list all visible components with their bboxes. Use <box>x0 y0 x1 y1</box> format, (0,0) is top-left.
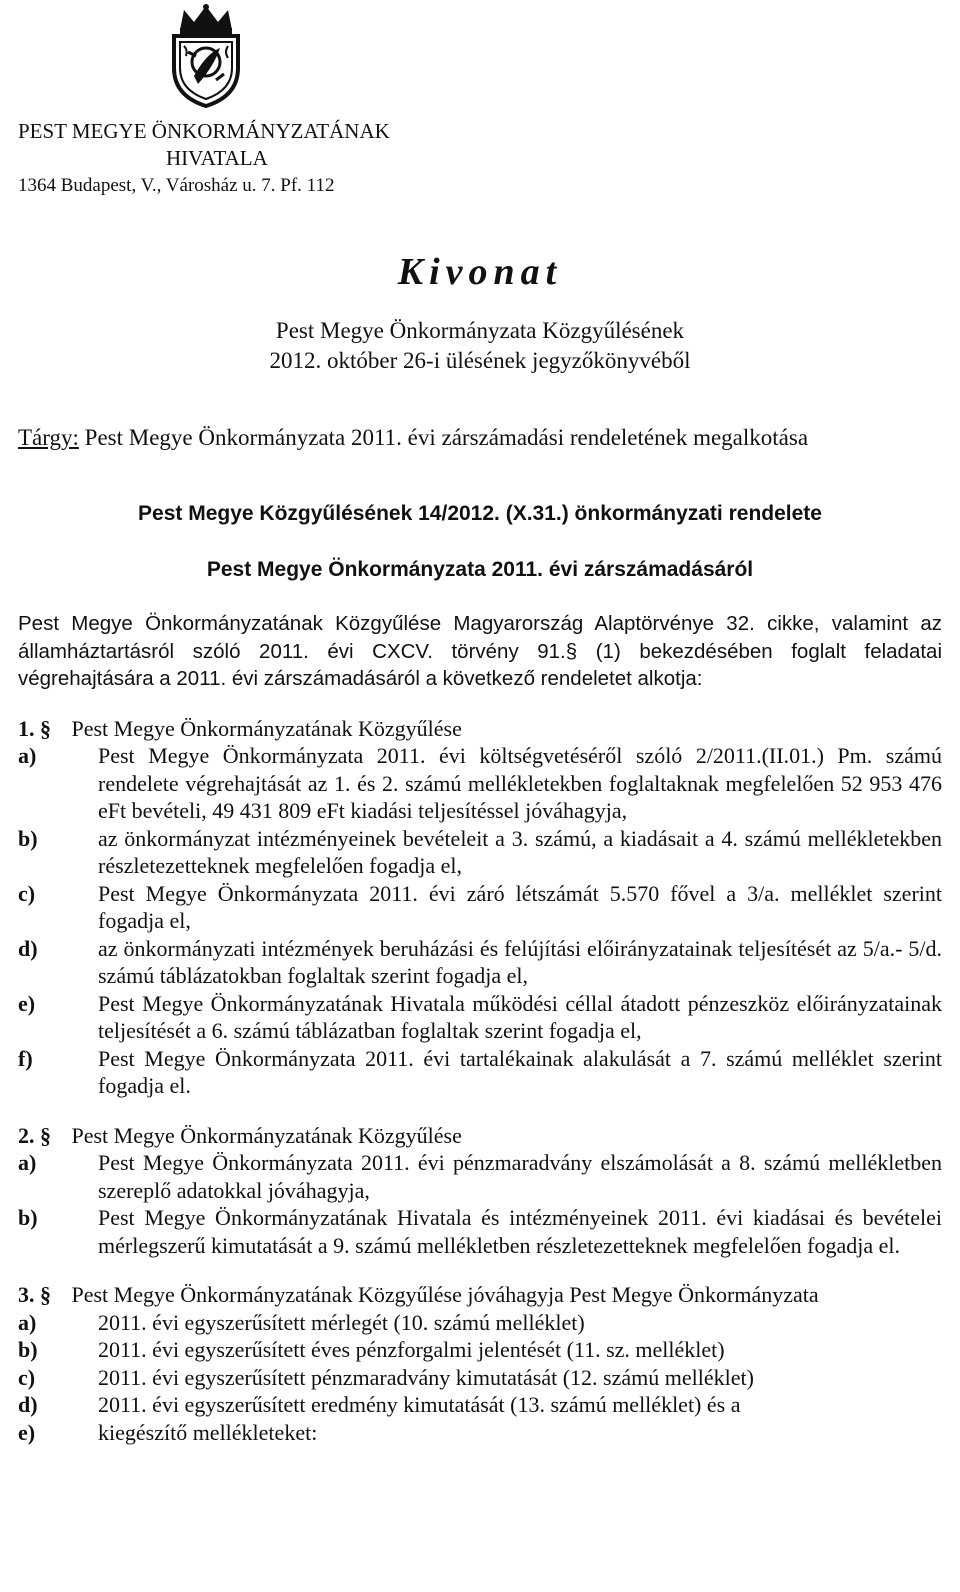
regulation-subtitle: Pest Megye Önkormányzata 2011. évi zárszámadásáról <box>206 558 754 581</box>
subject-label: Tárgy: <box>18 425 79 450</box>
section-heading-text: Pest Megye Önkormányzatának Közgyűlése <box>71 715 462 741</box>
subject-text: Pest Megye Önkormányzata 2011. évi zárszámadási rendeletének megalkotása <box>78 425 809 450</box>
coat-of-arms-icon <box>158 4 254 108</box>
item-label: b) <box>18 1337 38 1362</box>
list-item <box>18 1309 942 1337</box>
section-heading <box>18 1122 942 1150</box>
item-text: Pest Megye Önkormányzata 2011. évi záró létszámát 5.570 fővel a 3/a. melléklet szerint fogadja el, <box>98 880 942 933</box>
subtitle-line-1: Pest Megye Önkormányzata Közgyűlésének <box>275 318 685 343</box>
list-item <box>18 1391 942 1419</box>
list-item <box>18 880 942 935</box>
section-number: 2. § <box>18 1122 51 1148</box>
list-item <box>18 1045 942 1100</box>
section-2 <box>18 1122 942 1260</box>
section-heading-text: Pest Megye Önkormányzatának Közgyűlése <box>71 1122 462 1148</box>
item-text: 2011. évi egyszerűsített éves pénzforgalmi jelentését (11. sz. melléklet) <box>98 1337 725 1362</box>
list-item <box>18 1364 942 1392</box>
item-label: c) <box>18 1364 36 1390</box>
item-label: d) <box>18 935 38 961</box>
item-text: 2011. évi egyszerűsített pénzmaradvány kimutatását (12. számú melléklet) <box>98 1364 754 1390</box>
item-label: c) <box>18 880 36 906</box>
item-text: Pest Megye Önkormányzata 2011. évi pénzmaradvány elszámolását a 8. számú mellékletben szereplő adatokkal jóváhagyja, <box>98 1150 942 1203</box>
item-text: Pest Megye Önkormányzatának Hivatala működési céllal átadott pénzeszköz előirányzatainak teljesítését a 6. számú táblázatban foglaltak szerint fogadja el, <box>98 990 942 1043</box>
preamble: Pest Megye Önkormányzatának Közgyűlése Magyarország Alaptörvénye 32. cikke, valamint az államháztartásról szóló 2011. évi CXCV. törvény 91.§ (1) bekezdésében foglalt feladatai végrehajtására a 2011. évi zárszámadásáról a következő rendeletet alkotja: <box>18 612 942 690</box>
regulation-title: Pest Megye Közgyűlésének 14/2012. (X.31.) önkormányzati rendelete <box>138 502 822 525</box>
subtitle-line-2: 2012. október 26-i ülésének jegyzőkönyvéből <box>269 348 691 373</box>
issuer-address: 1364 Budapest, V., Városház u. 7. Pf. 112 <box>18 175 335 196</box>
section-3 <box>18 1281 942 1446</box>
section-heading-text: Pest Megye Önkormányzatának Közgyűlése jóváhagyja Pest Megye Önkormányzata <box>71 1282 819 1307</box>
issuer-name: PEST MEGYE ÖNKORMÁNYZATÁNAK <box>18 119 390 143</box>
section-heading <box>18 715 942 743</box>
item-label: b) <box>18 825 38 851</box>
item-label: e) <box>18 1419 36 1445</box>
item-label: f) <box>18 1045 33 1071</box>
list-item <box>18 990 942 1045</box>
issuer-header <box>18 118 438 199</box>
item-label: a) <box>18 1150 37 1175</box>
document-body <box>18 610 942 1446</box>
list-item <box>18 1149 942 1204</box>
list-item <box>18 1419 942 1447</box>
item-text: Pest Megye Önkormányzata 2011. évi tartalékainak alakulását a 7. számú melléklet szerint fogadja el. <box>98 1045 942 1098</box>
list-item <box>18 935 942 990</box>
item-text: 2011. évi egyszerűsített mérlegét (10. számú melléklet) <box>98 1309 585 1335</box>
document-subtitle <box>0 316 960 376</box>
item-label: d) <box>18 1392 38 1417</box>
subject-line <box>18 425 808 451</box>
item-text: kiegészítő mellékleteket: <box>98 1419 318 1445</box>
section-number: 3. § <box>18 1282 51 1307</box>
document-title: Kivonat <box>397 251 563 293</box>
item-text: Pest Megye Önkormányzatának Hivatala és intézményeinek 2011. évi kiadásai és bevételei mérlegszerű kimutatását a 9. számú mellékletben részletezetteknek megfelelően fogadja el. <box>98 1205 942 1258</box>
list-item <box>18 825 942 880</box>
item-text: az önkormányzati intézmények beruházási és felújítási előirányzatainak teljesítését az 5/a.- 5/d. számú táblázatokban foglaltak szerint fogadja el, <box>98 935 942 988</box>
item-label: a) <box>18 1309 37 1335</box>
section-number: 1. § <box>18 715 51 741</box>
item-label: e) <box>18 990 36 1016</box>
list-item <box>18 1204 942 1259</box>
item-text: 2011. évi egyszerűsített eredmény kimutatását (13. számú melléklet) és a <box>98 1392 741 1417</box>
list-item <box>18 1336 942 1364</box>
item-label: b) <box>18 1205 38 1230</box>
item-text: az önkormányzat intézményeinek bevételeit a 3. számú, a kiadásait a 4. számú mellékletekben részletezetteknek megfelelően fogadja el, <box>98 825 942 878</box>
item-text: Pest Megye Önkormányzata 2011. évi költségvetéséről szóló 2/2011.(II.01.) Pm. számú rendelete végrehajtását az 1. és 2. számú mellékletekben foglaltaknak megfelelően 52 953 476 eFt bevételi, 49 431 809 eFt kiadási teljesítéssel jóváhagyja, <box>98 743 942 823</box>
section-heading <box>18 1281 942 1309</box>
section-1 <box>18 715 942 1100</box>
list-item <box>18 742 942 825</box>
item-label: a) <box>18 743 37 768</box>
issuer-name-cont: HIVATALA <box>166 146 268 170</box>
